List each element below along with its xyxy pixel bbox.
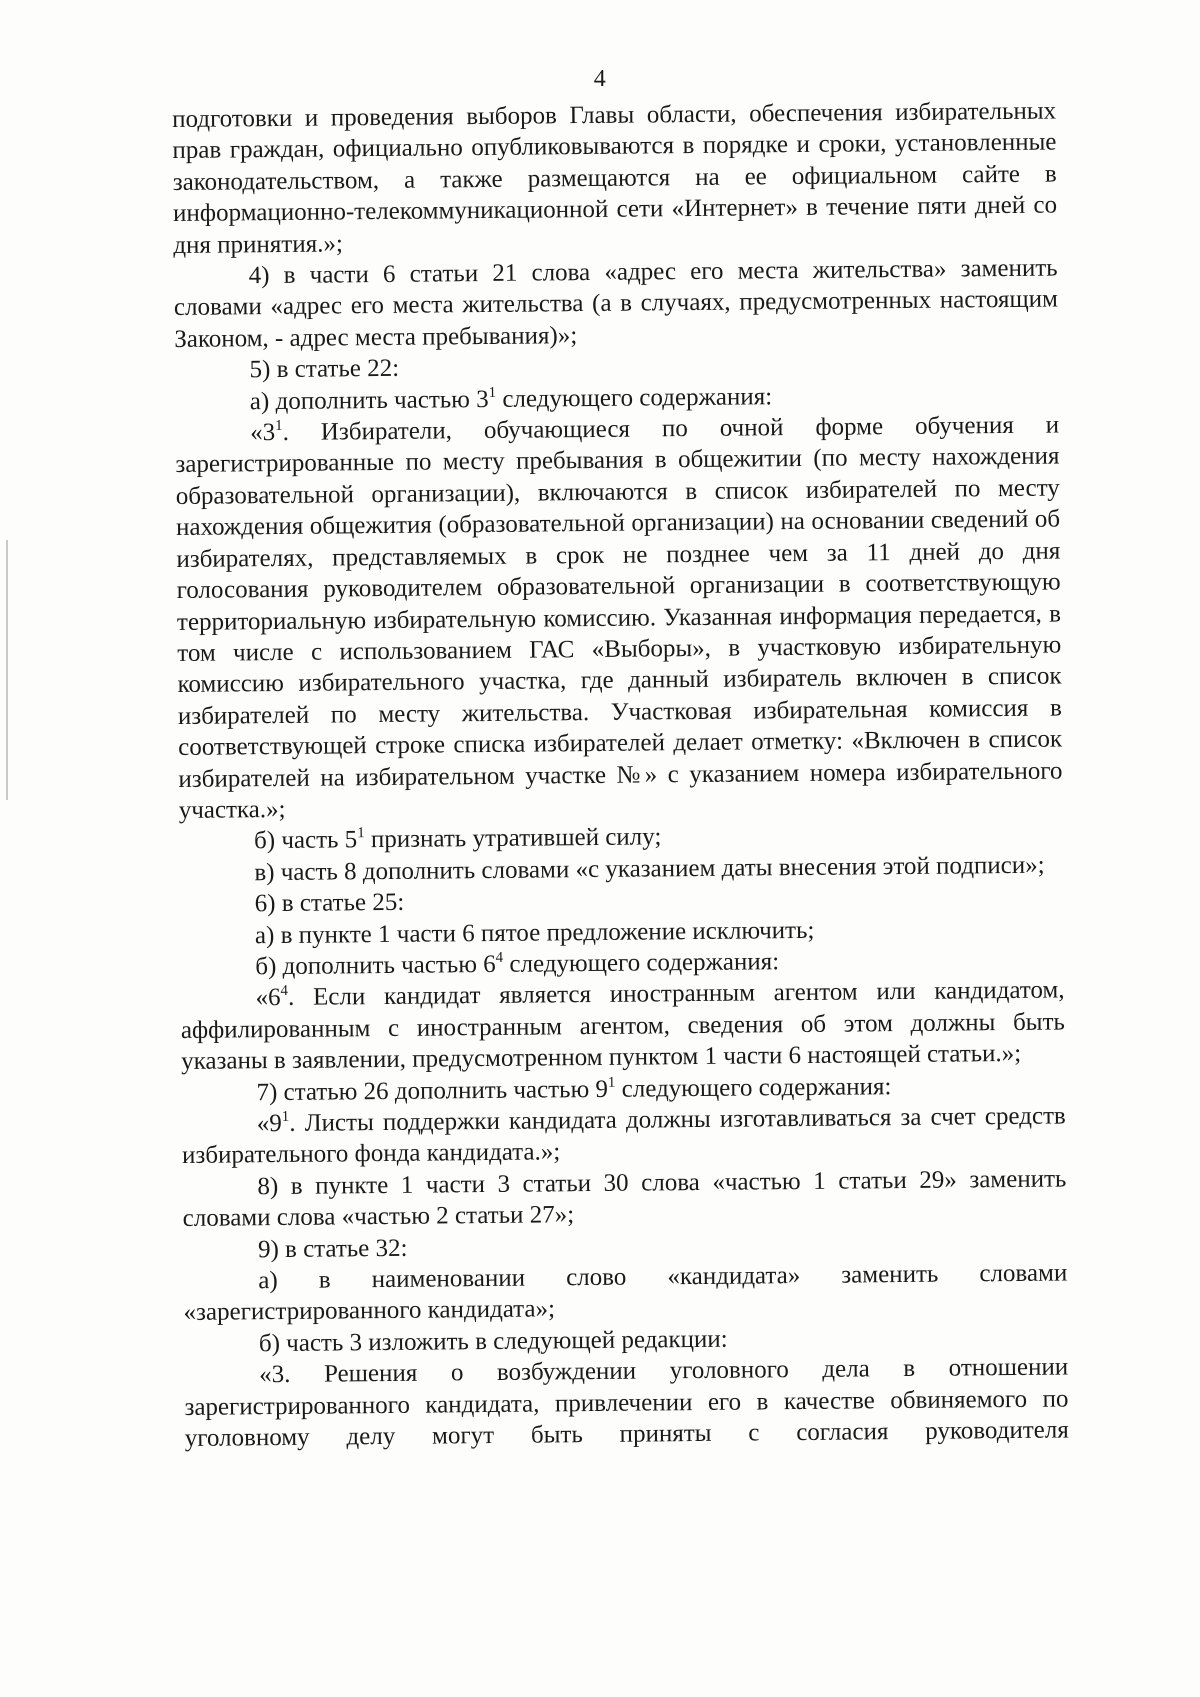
- document-body: [172, 96, 1069, 1455]
- paragraph-text: «3: [250, 419, 276, 447]
- paragraph: а) в пункте 1 части 6 пятое предложение исключить;: [254, 916, 815, 949]
- paragraph-text: «9: [256, 1109, 282, 1138]
- paragraph: 6) в статье 25:: [254, 888, 405, 918]
- paragraph-text: 7) статью 26 дополнить частью 9: [256, 1075, 609, 1106]
- superscript-index: 4: [495, 949, 504, 966]
- superscript-index: 1: [275, 418, 283, 435]
- paragraph: [182, 1100, 1067, 1171]
- paragraph-text: «6: [255, 984, 281, 1012]
- paragraph-text: следующего содержания:: [615, 1072, 892, 1103]
- superscript-index: 1: [281, 1108, 290, 1125]
- paragraph-text: следующего содержания:: [495, 382, 773, 413]
- paragraph-text: . Если кандидат является иностранным агентом или кандидатом, аффилированным с иностранным агентом, сведения об этом должны быть указаны в заявлении, предусмотренном пунктом 1 части 6 настоящей статьи.»;: [180, 976, 1065, 1076]
- paragraph-text: б) дополнить частью 6: [255, 950, 496, 981]
- paragraph: 8) в пункте 1 части 3 статьи 30 слова «частью 1 статьи 29» заменить словами слова «частью 2 статьи 27»;: [182, 1165, 1067, 1233]
- paragraph: в) часть 8 дополнить словами «с указанием даты внесения этой подписи»;: [254, 851, 1045, 886]
- page-number: 4: [593, 66, 607, 92]
- paragraph: 9) в статье 32:: [257, 1234, 408, 1263]
- paragraph: б) часть 3 изложить в следующей редакции:: [258, 1325, 728, 1358]
- paragraph: подготовки и проведения выборов Главы области, обеспечения избирательных прав граждан, официально опубликовываются в порядке и сроки, установленные законодательством, а также размещаются на ее официальном сайте в информационно-телекоммуникационной сети «Интернет» в течение пяти дней со дня принятия.»;: [172, 97, 1058, 259]
- superscript-index: 1: [607, 1074, 616, 1091]
- paragraph: [180, 975, 1065, 1078]
- superscript-index: 1: [357, 825, 365, 842]
- paragraph: 4) в части 6 статьи 21 слова «адрес его места жительства» заменить словами «адрес его места жительства (а в случаях, предусмотренных настоящим Законом, - адрес места пребывания)»;: [173, 254, 1059, 353]
- paragraph: а) в наименовании слово «кандидата» заменить словами «зарегистрированного кандидата»;: [183, 1259, 1068, 1327]
- paragraph-text: . Избиратели, обучающиеся по очной форме обучения и зарегистрированные по месту пребывания в общежитии (по месту нахождения образовательной организации), включаются в список избирателей по месту нахождения общежития (образовательной организации) на основании сведений об избирателях, представляемых в срок не позднее чем за 11 дней до дня голосования руководителем образовательной организации в соответствующую территориальную избирательную комиссию. Указанная информация передается, в том числе с использованием ГАС «Выборы», в участковую избирательную комиссию избирательного участка, где данный избиратель включен в список избирателей по месту жительства. Участковая избирательная комиссия в соответствующей строке списка избирателей делает отметку: «Включен в список избирателей на избирательном участке №» с указанием номера избирательного участка.»;: [175, 411, 1063, 824]
- paragraph-text: . Листы поддержки кандидата должны изготавливаться за счет средств избирательного фонда кандидата.»;: [181, 1102, 1066, 1170]
- superscript-index: 1: [488, 384, 497, 401]
- scan-edge-mark: [6, 540, 8, 800]
- paragraph-text: следующего содержания:: [503, 948, 780, 978]
- superscript-index: 4: [280, 983, 289, 1000]
- paragraph-text: б) часть 5: [253, 826, 358, 855]
- paragraph: [175, 410, 1063, 827]
- paragraph-text: признать утратившей силу;: [364, 823, 662, 854]
- paragraph: «3. Решения о возбуждении уголовного дела в отношении зарегистрированного кандидата, привлечении его в качестве обвиняемого по уголовному делу могут быть приняты с согласия руководителя: [184, 1353, 1069, 1453]
- paragraph-text: а) дополнить частью 3: [249, 385, 489, 415]
- paragraph: 5) в статье 22:: [249, 355, 400, 384]
